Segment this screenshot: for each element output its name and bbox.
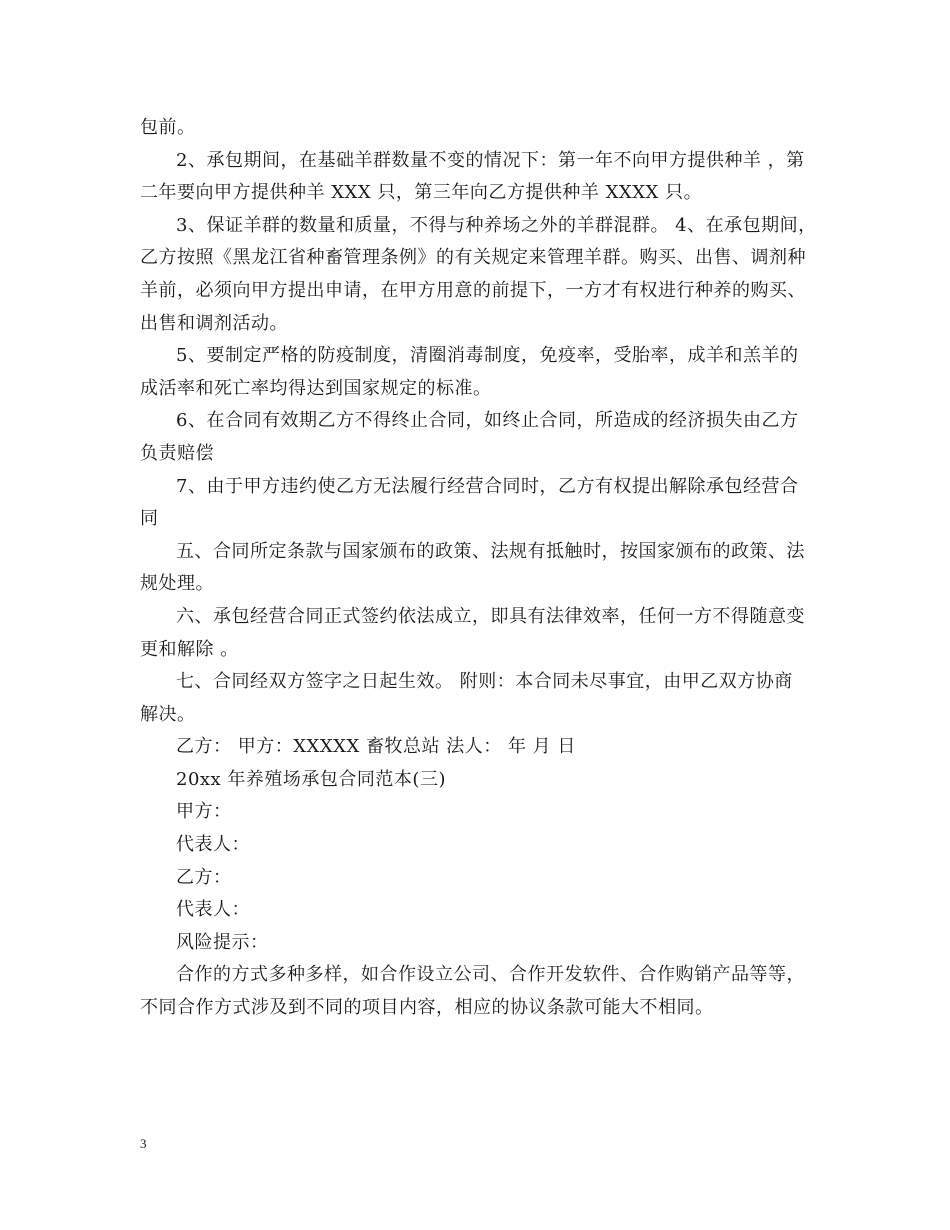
text-line: 出售和调剂活动。 [140, 312, 288, 334]
text-line: 风险提示： [176, 931, 269, 953]
text-line: 不同合作方式涉及到不同的项目内容，相应的协议条款可能大不相同。 [140, 997, 714, 1019]
text-line: 合作的方式多种多样，如合作设立公司、合作开发软件、合作购销产品等等， [176, 964, 805, 986]
text-line: 代表人： [176, 834, 250, 856]
text-line: 规处理。 [140, 573, 214, 595]
text-line: 6、在合同有效期乙方不得终止合同，如终止合同，所造成的经济损失由乙方 [176, 410, 799, 432]
text-line: 包前。 [140, 117, 196, 138]
text-line: 负责赔偿 [140, 442, 214, 464]
text-line: 五、合同所定条款与国家颁布的政策、法规有抵触时，按国家颁布的政策、法 [176, 540, 805, 562]
text-line: 乙方： 甲方：XXXXX 畜牧总站 法人： 年 月 日 [176, 736, 576, 758]
text-line: 乙方： [176, 866, 232, 888]
text-line: 乙方按照《黑龙江省种畜管理条例》的有关规定来管理羊群。购买、出售、调剂种 [140, 247, 806, 269]
page-number: 3 [140, 1136, 147, 1151]
text-line: 二年要向甲方提供种羊 XXX 只，第三年向乙方提供种羊 XXXX 只。 [140, 182, 703, 204]
text-line: 甲方： [176, 801, 232, 823]
document-body [140, 112, 820, 1025]
text-line: 六、承包经营合同正式签约依法成立，即具有法律效率，任何一方不得随意变 [176, 605, 805, 627]
text-line: 同 [140, 508, 159, 530]
text-line: 20xx 年养殖场承包合同范本(三) [176, 768, 446, 790]
text-line: 七、合同经双方签字之日起生效。 附则：本合同未尽事宜，由甲乙双方协商 [176, 671, 793, 693]
text-line: 解决。 [140, 703, 196, 725]
text-line: 5、要制定严格的防疫制度，清圈消毒制度，免疫率，受胎率，成羊和羔羊的 [176, 345, 799, 367]
text-line: 成活率和死亡率均得达到国家规定的标准。 [140, 377, 492, 399]
text-line: 代表人： [176, 899, 250, 921]
text-line: 羊前，必须向甲方提出申请，在甲方用意的前提下，一方才有权进行种养的购买、 [140, 279, 806, 301]
text-line: 7、由于甲方违约使乙方无法履行经营合同时，乙方有权提出解除承包经营合 [176, 475, 799, 497]
text-line: 2、承包期间，在基础羊群数量不变的情况下：第一年不向甲方提供种羊 ，第 [176, 149, 805, 171]
text-line: 3、保证羊群的数量和质量，不得与种养场之外的羊群混群。 4、在承包期间， [176, 214, 817, 236]
text-line: 更和解除 。 [140, 638, 239, 660]
